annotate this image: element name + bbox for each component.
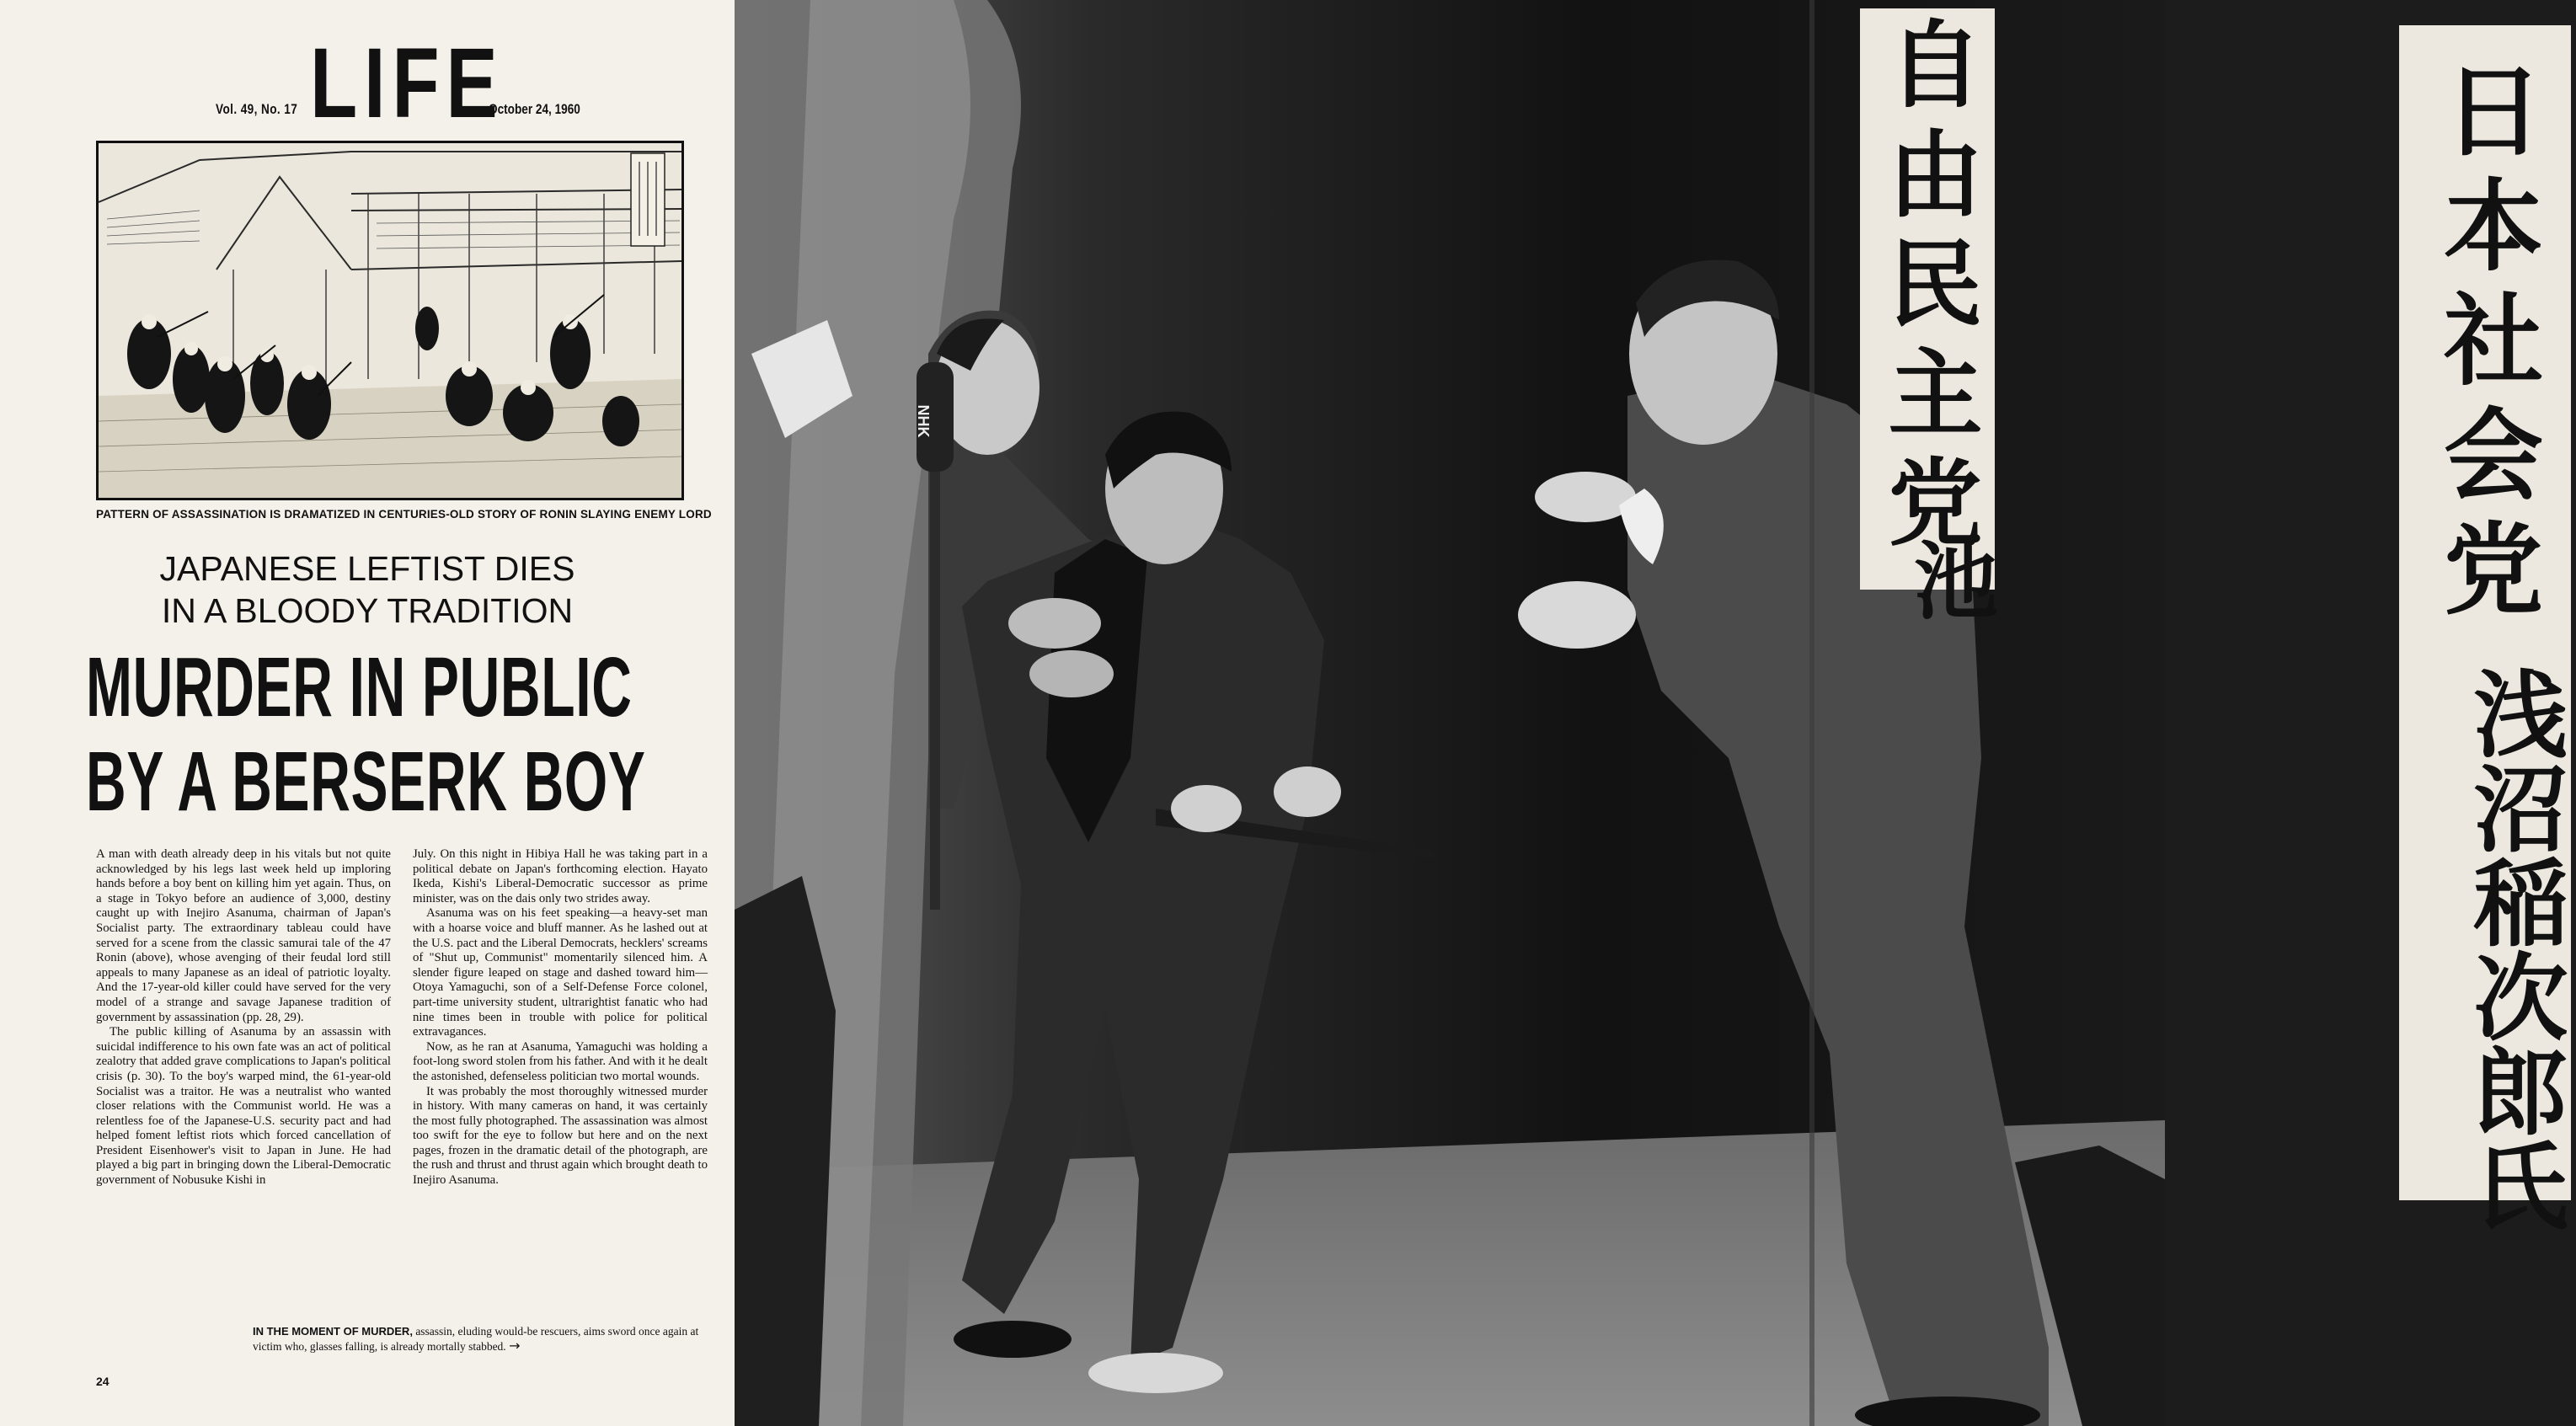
text-page — [0, 0, 735, 1426]
ldp-banner — [1860, 8, 1995, 590]
paragraph: Asanuma was on his feet speaking—a heavy-set man with a hoarse voice and bluff manner. As he lashed out at the U.S. pact and the Liberal Democrats, hecklers' screams of "Shut up, Communist" momentarily silenced him. A slender figure leaped on stage and dashed toward him—Otoya Yamaguchi, son of a Self-Defense Force colonel, part-time university student, ultrarightist fanatic who had nine times been in trouble with police for political extravagances. — [413, 906, 708, 1039]
jsp-banner-text-bottom: 浅沼稲次郎氏 — [2458, 665, 2568, 1231]
assassination-photo — [735, 0, 2568, 1426]
headline-line-2: BY A BERSERK BOY — [86, 734, 646, 829]
paragraph: Now, as he ran at Asanuma, Yamaguchi was holding a foot-long sword stolen from his father. And with it he dealt the astonished, defenseless politician two mortal wounds. — [413, 1039, 708, 1083]
kicker-line-1: JAPANESE LEFTIST DIES — [159, 549, 575, 588]
jsp-banner-text-top: 日本社会党 — [2427, 59, 2543, 632]
photo-caption-text: assassin, eluding would-be rescuers, aims sword once again at victim who, glasses falling, is already mortally stabbed. — [253, 1325, 699, 1353]
masthead — [0, 28, 735, 139]
photo-caption — [253, 1324, 724, 1354]
ronin-woodcut-image — [96, 141, 684, 500]
article-column-1 — [96, 847, 391, 1188]
arrow-right-icon: → — [509, 1338, 521, 1354]
headline — [86, 640, 646, 829]
woodcut-caption: PATTERN OF ASSASSINATION IS DRAMATIZED IN CENTURIES-OLD STORY OF RONIN SLAYING ENEMY LORD — [96, 508, 712, 521]
page-number: 24 — [96, 1375, 110, 1388]
woodcut-illustration — [99, 143, 681, 498]
paragraph: July. On this night in Hibiya Hall he was taking part in a political debate on Japan's forthcoming election. Hayato Ikeda, Kishi's Liberal-Democratic successor as prime minister, was on the dais only two strides away. — [413, 847, 708, 905]
paragraph: It was probably the most thoroughly witnessed murder in history. With many cameras on hand, it was certainly the most fully photographed. The assassination was almost too swift for the eye to follow but here and on the next pages, frozen in the dramatic detail of the photograph, are the rush and thrust and thrust again which brought death to Inejiro Asanuma. — [413, 1084, 708, 1188]
paragraph: The public killing of Asanuma by an assassin with suicidal indifference to his own fate was an act of political zealotry that added grave complications to Japan's political crisis (p. 30). To the boy's warped mind, the 61-year-old Socialist was a traitor. He was a neutralist who wanted closer relations with the Communist world. He was a relentless foe of the Japanese-U.S. security pact and had helped foment leftist riots which forced cancellation of President Eisenhower's visit to Japan in June. He had played a big part in bringing down the Liberal-Democratic government of Nobusuke Kishi in — [96, 1025, 391, 1188]
issue-date: October 24, 1960 — [489, 101, 580, 117]
life-logo: LIFE — [310, 28, 505, 139]
photo-caption-lead: IN THE MOMENT OF MURDER, — [253, 1325, 413, 1338]
page-gutter — [1809, 0, 1814, 1426]
paragraph: A man with death already deep in his vitals but not quite acknowledged by his legs last week held up imploring hands before a boy bent on killing him yet again. Thus, on a stage in Tokyo before an audience of 3,000, destiny caught up with Inejiro Asanuma, chairman of Japan's Socialist party. The extraordinary tableau could have served for a scene from the classic samurai tale of the 47 Ronin (above), whose avenging of their feudal lord still appeals to many Japanese as an ideal of patriotic loyalty. And the 17-year-old killer could have served for the very model of a strange and savage Japanese tradition of government by assassination (pp. 28, 29). — [96, 847, 391, 1024]
headline-line-1: MURDER IN PUBLIC — [86, 640, 633, 734]
kicker-line-2: IN A BLOODY TRADITION — [161, 591, 574, 630]
article-column-2 — [413, 847, 708, 1188]
mic-label: NHK — [915, 404, 932, 438]
volume-number: Vol. 49, No. 17 — [216, 101, 298, 117]
banner-partial-glyph: 池 — [1914, 532, 1998, 631]
ldp-banner-text: 自由民主党 — [1873, 15, 1982, 563]
kicker — [84, 547, 650, 632]
